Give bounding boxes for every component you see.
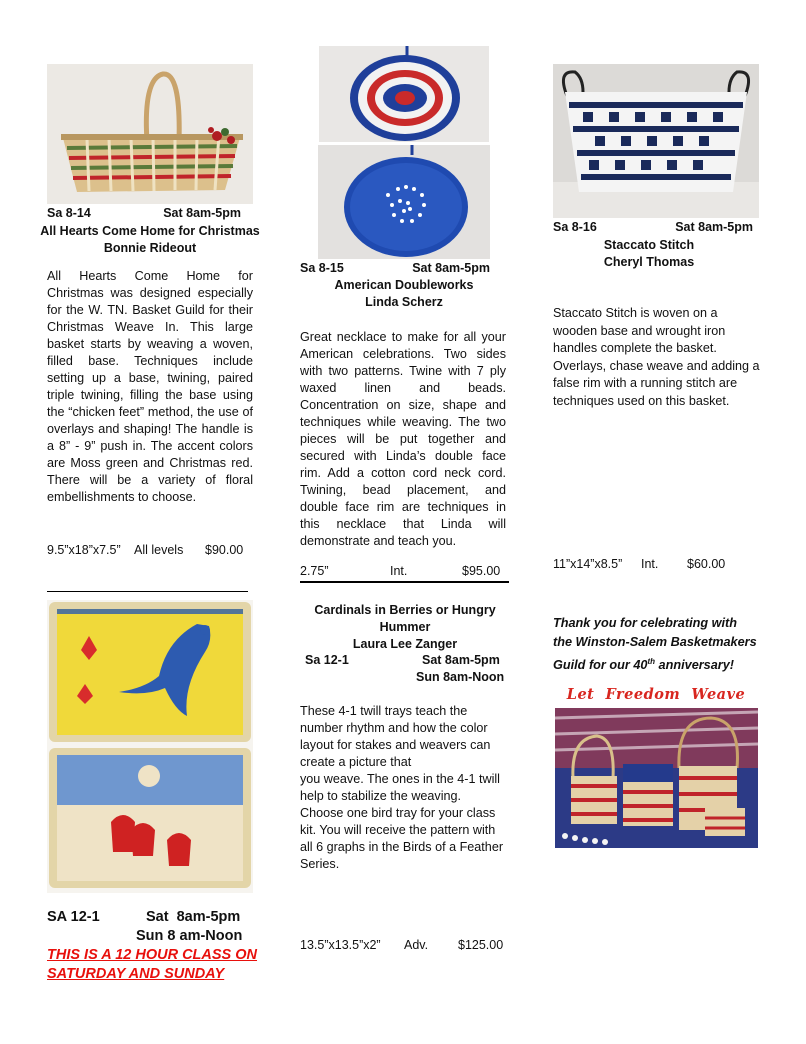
description-line: Choose one bird tray for your class bbox=[300, 806, 496, 820]
class-instructor: Laura Lee Zanger bbox=[352, 637, 458, 651]
class-price: $95.00 bbox=[462, 564, 501, 578]
class-header-sa-8-14 bbox=[47, 206, 241, 220]
class-header-sa-8-16 bbox=[553, 220, 753, 234]
description-line: handles complete the basket. bbox=[553, 341, 717, 355]
thanks-line bbox=[553, 652, 768, 675]
class-title-line-1: Cardinals in Berries or Hungry bbox=[314, 603, 496, 617]
description-line: false rim with a running stitch are bbox=[553, 376, 738, 390]
description-line: all 6 graphs in the Birds of a Feather bbox=[300, 840, 504, 854]
class-time-sun: Sun 8am-Noon bbox=[416, 670, 505, 684]
thanks-line: Thank you for celebrating with bbox=[553, 616, 737, 630]
class-footer bbox=[300, 938, 510, 952]
class-time-sun: Sun 8 am-Noon bbox=[136, 928, 243, 944]
skill-level: Adv. bbox=[404, 938, 429, 952]
class-instructor: Bonnie Rideout bbox=[103, 241, 197, 255]
class-instructor: Cheryl Thomas bbox=[603, 255, 695, 269]
basket-size: 2.75” bbox=[300, 564, 329, 578]
class-time: Sat 8am-5pm bbox=[675, 220, 753, 234]
class-price: $90.00 bbox=[205, 543, 244, 557]
description-line: kit. You will receive the pattern with bbox=[300, 823, 496, 837]
description-line: Staccato Stitch is woven on a bbox=[553, 306, 718, 320]
thanks-text: anniversary! bbox=[655, 658, 735, 673]
divider-line bbox=[47, 591, 248, 592]
class-header-sa-8-15 bbox=[300, 261, 490, 275]
anniversary-thanks bbox=[553, 614, 768, 675]
description-line: Overlays, chase weave and adding a bbox=[553, 358, 760, 373]
class-description bbox=[300, 703, 510, 873]
basket-size: 13.5”x13.5”x2” bbox=[300, 938, 381, 952]
description-line: wooden base and wrought iron bbox=[553, 323, 726, 338]
bird-trays-photo bbox=[47, 600, 253, 893]
thanks-line: the Winston-Salem Basketmakers bbox=[553, 635, 757, 649]
divider-line bbox=[300, 581, 509, 583]
description-line: create a picture that bbox=[300, 755, 412, 769]
class-price: $125.00 bbox=[458, 938, 504, 952]
class-code-sa-12-1: SA 12-1 bbox=[47, 909, 100, 925]
necklace-front-photo bbox=[319, 46, 489, 142]
description-line: you weave. The ones in the 4-1 twill bbox=[300, 772, 500, 786]
class-title: Staccato Stitch bbox=[603, 238, 695, 252]
skill-level: Int. bbox=[390, 564, 408, 578]
class-description bbox=[553, 305, 768, 410]
basket-size: 9.5”x18”x7.5” bbox=[47, 543, 121, 557]
class-code: Sa 8-16 bbox=[553, 220, 597, 234]
skill-level: All levels bbox=[134, 543, 184, 557]
class-description: Great necklace to make for all your American celebrations. Two sides with two patterns. Twine with 7 ply waxed linen and beads. Concentration on size, shape and techniques while weaving. The two pieces will be put together and secured with Linda’s double face rim. Add a cotton cord neck cord. Twining, bead placement, and double face rim are techniques in this necklace that Linda will demonstrate and teach you. bbox=[300, 330, 506, 548]
patriotic-baskets-photo bbox=[555, 708, 758, 848]
staccato-basket-photo bbox=[553, 64, 759, 218]
christmas-basket-photo bbox=[47, 64, 253, 204]
class-time: Sat 8am-5pm bbox=[412, 261, 490, 275]
class-footer bbox=[300, 564, 506, 578]
class-footer bbox=[47, 543, 257, 557]
class-price: $60.00 bbox=[687, 557, 726, 571]
twelve-hour-notice-line-1: THIS IS A 12 HOUR CLASS ON bbox=[47, 947, 258, 963]
class-time: Sat 8am-5pm bbox=[163, 206, 241, 220]
class-title: All Hearts Come Home for Christmas bbox=[40, 224, 260, 238]
class-code: Sa 8-15 bbox=[300, 261, 344, 275]
class-title: American Doubleworks bbox=[334, 278, 474, 292]
description-line: help to stabilize the weaving. bbox=[300, 789, 462, 803]
class-code: Sa 12-1 bbox=[305, 653, 349, 667]
description-line: layout for stakes and weavers can bbox=[300, 738, 491, 752]
necklace-back-photo bbox=[318, 145, 490, 259]
basket-size: 11”x14”x8.5” bbox=[553, 557, 623, 571]
let-freedom-weave-slogan: Let Freedom Weave bbox=[566, 686, 746, 703]
description-line: techniques used on this basket. bbox=[553, 393, 730, 408]
class-time-sat: Sat 8am-5pm bbox=[422, 653, 500, 667]
class-code: Sa 8-14 bbox=[47, 206, 91, 220]
class-footer bbox=[553, 557, 753, 571]
class-title-line-2: Hummer bbox=[379, 620, 431, 634]
class-time-sat: Sat 8am-5pm bbox=[146, 909, 241, 925]
description-line: These 4-1 twill trays teach the bbox=[300, 704, 468, 718]
twelve-hour-notice-line-2: SATURDAY AND SUNDAY bbox=[47, 966, 225, 982]
skill-level: Int. bbox=[641, 557, 659, 571]
class-instructor: Linda Scherz bbox=[365, 295, 443, 309]
class-description: All Hearts Come Home for Christmas was designed especially for the W. TN. Basket Guild for their Christmas Weave In. This large basket starts by weaving a woven, filled base. Techniques include setting up a base, twining, paired triple twining, filling the base using the “chicken feet” method, the use of overlays and shaping! The handle is a 8” - 9” push in. The accent colors are Moss green and Christmas red. There will be a variety of floral embellishments to choose. bbox=[47, 269, 253, 504]
description-line: number rhythm and how the color bbox=[300, 721, 488, 735]
ordinal-suffix: th bbox=[647, 657, 656, 666]
thanks-text: Guild for our 40 bbox=[553, 658, 648, 673]
description-line: Series. bbox=[300, 857, 340, 871]
